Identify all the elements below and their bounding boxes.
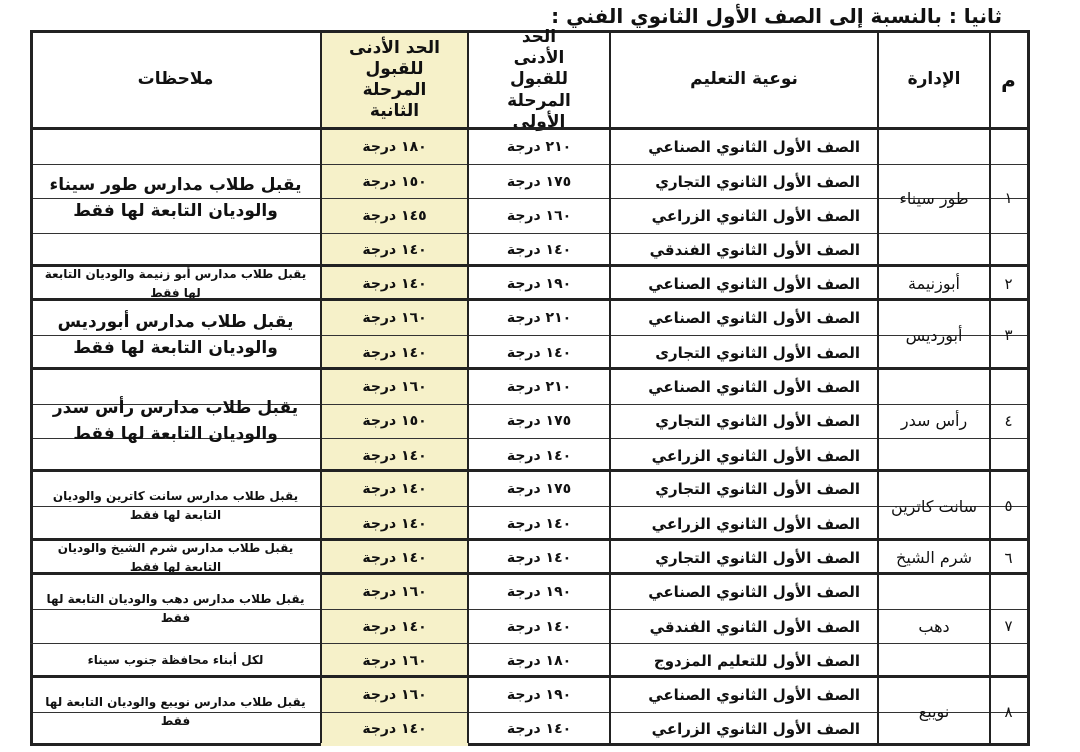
header-num: م [1001,67,1016,92]
row-number: ٦ [1004,548,1013,567]
administration-cell: أبوزنيمة [908,274,960,294]
header-notes: ملاحظات [137,69,214,90]
administration-cell: دهب [918,616,950,636]
row-number: ٤ [1004,411,1013,430]
education-type-cell: الصف الأول الثانوي الصناعي [648,309,860,328]
education-type-cell: الصف الأول الثانوي الصناعي [648,582,860,601]
education-type-cell: الصف الأول الثانوي الفندقي [649,617,860,636]
administration-cell: أبورديس [905,325,963,345]
min-phase1-cell: ١٤٠ درجة [506,447,572,464]
administration-cell: رأس سدر [900,411,968,431]
min-phase1-cell: ١٤٠ درجة [506,618,572,635]
notes-cell: يقبل طلاب مدارس نويبع والوديان التابعة لها فقط [45,694,306,728]
notes-cell: يقبل طلاب مدارس أبورديس والوديان التابعة لها فقط [57,311,294,359]
notes-cell: يقبل طلاب مدارس رأس سدر والوديان التابعة لها فقط [52,397,299,444]
administration-cell: سانت كاترين [891,496,977,516]
min-phase1-cell: ٢١٠ درجة [506,310,572,327]
header-admin: الإدارة [907,69,961,90]
min-phase1-cell: ١٧٥ درجة [506,481,572,498]
education-type-cell: الصف الأول الثانوي الفندقي [649,241,860,260]
min-phase2-cell: ١٦٠ درجة [321,301,468,335]
min-phase1-cell: ١٤٠ درجة [506,721,572,738]
min-phase1-cell: ١٨٠ درجة [506,652,572,669]
min-phase2-cell: ١٥٠ درجة [321,405,468,438]
row-number: ٣ [1004,326,1013,345]
min-phase1-cell: ٢١٠ درجة [506,139,572,156]
row-number: ٧ [1004,617,1013,636]
min-phase1-cell: ٢١٠ درجة [506,378,572,395]
min-phase2-cell: ١٦٠ درجة [321,678,468,712]
administration-cell: شرم الشيخ [896,548,972,568]
min-phase1-cell: ١٤٠ درجة [506,549,572,566]
row-number: ٥ [1004,497,1013,516]
min-phase2-cell: ١٤٠ درجة [321,336,468,369]
min-phase2-cell: ١٤٠ درجة [321,507,468,540]
min-phase2-cell: ١٤٠ درجة [321,439,468,472]
row-number: ٨ [1004,702,1013,721]
min-phase2-cell: ١٦٠ درجة [321,575,468,609]
min-phase2-cell: ١٤٠ درجة [321,234,468,267]
header-type: نوعية التعليم [690,69,798,90]
min-phase1-cell: ١٧٥ درجة [506,173,572,190]
min-phase2-cell: ١٦٠ درجة [321,644,468,677]
education-type-cell: الصف الأول الثانوي التجاري [655,548,860,567]
min-phase2-cell: ١٦٠ درجة [321,370,468,404]
notes-cell: يقبل طلاب مدارس سانت كاترين والوديان التابعة لها فقط [52,489,299,523]
min-phase2-cell: ١٤٠ درجة [321,472,468,506]
min-phase1-cell: ١٩٠ درجة [506,275,572,292]
notes-cell: يقبل طلاب مدارس شرم الشيخ والوديان التابعة لها فقط [57,540,294,574]
min-phase2-cell: ١٥٠ درجة [321,165,468,198]
education-type-cell: الصف الأول الثانوي التجاري [655,412,860,431]
min-phase2-cell: ١٤٠ درجة [321,713,468,746]
notes-cell: يقبل طلاب مدارس دهب والوديان التابعة لها فقط [46,591,305,626]
education-type-cell: الصف الأول الثانوي التجاري [655,172,860,191]
admission-table [30,26,1030,746]
education-type-cell: الصف الأول الثانوي الصناعي [648,274,860,293]
header-min-phase2: الحد الأدنى للقبول المرحلة الثانية [321,33,468,127]
education-type-cell: الصف الأول الثانوي الصناعي [648,138,860,157]
notes-cell: لكل أبناء محافظة جنوب سيناء [30,643,321,677]
row-number: ٢ [1004,274,1013,293]
administration-cell: طور سيناء [899,188,969,208]
education-type-cell: الصف الأول الثانوي التجاري [655,480,860,499]
min-phase1-cell: ١٩٠ درجة [506,583,572,600]
education-type-cell: الصف الأول للتعليم المزدوج [653,651,860,670]
min-phase2-cell: ١٤٠ درجة [321,610,468,643]
min-phase1-cell: ١٧٥ درجة [506,413,572,430]
education-type-cell: الصف الأول الثانوي الصناعي [648,685,860,704]
education-type-cell: الصف الأول الثانوي الزراعي [651,207,860,226]
education-type-cell: الصف الأول الثانوي الصناعي [648,377,860,396]
min-phase2-cell: ١٤٠ درجة [321,541,468,575]
education-type-cell: الصف الأول الثانوي الزراعي [651,720,860,739]
min-phase2-cell: ١٤٠ درجة [321,267,468,301]
min-phase2-cell: ١٤٥ درجة [321,199,468,232]
education-type-cell: الصف الأول الثانوي الزراعي [651,446,860,465]
min-phase1-cell: ١٩٠ درجة [506,686,572,703]
row-number: ١ [1004,189,1013,208]
min-phase1-cell: ١٤٠ درجة [506,242,572,259]
min-phase1-cell: ١٤٠ درجة [506,344,572,361]
administration-cell: نويبع [918,702,950,722]
education-type-cell: الصف الأول الثانوي التجارى [655,343,860,362]
page-title: ثانيا : بالنسبة إلى الصف الأول الثانوي الفني : [551,4,1002,32]
min-phase2-cell: ١٨٠ درجة [321,130,468,164]
header-min-phase1: الحد الأدنى للقبول المرحلة الأولى [507,26,571,132]
min-phase1-cell: ١٤٠ درجة [506,516,572,533]
notes-cell: يقبل طلاب مدارس طور سيناء والوديان التابعة لها فقط [49,175,302,222]
min-phase1-cell: ١٦٠ درجة [506,208,572,225]
education-type-cell: الصف الأول الثانوي الزراعي [651,515,860,534]
notes-cell: يقبل طلاب مدارس أبو زنيمة والوديان التابعة لها فقط [44,266,307,300]
